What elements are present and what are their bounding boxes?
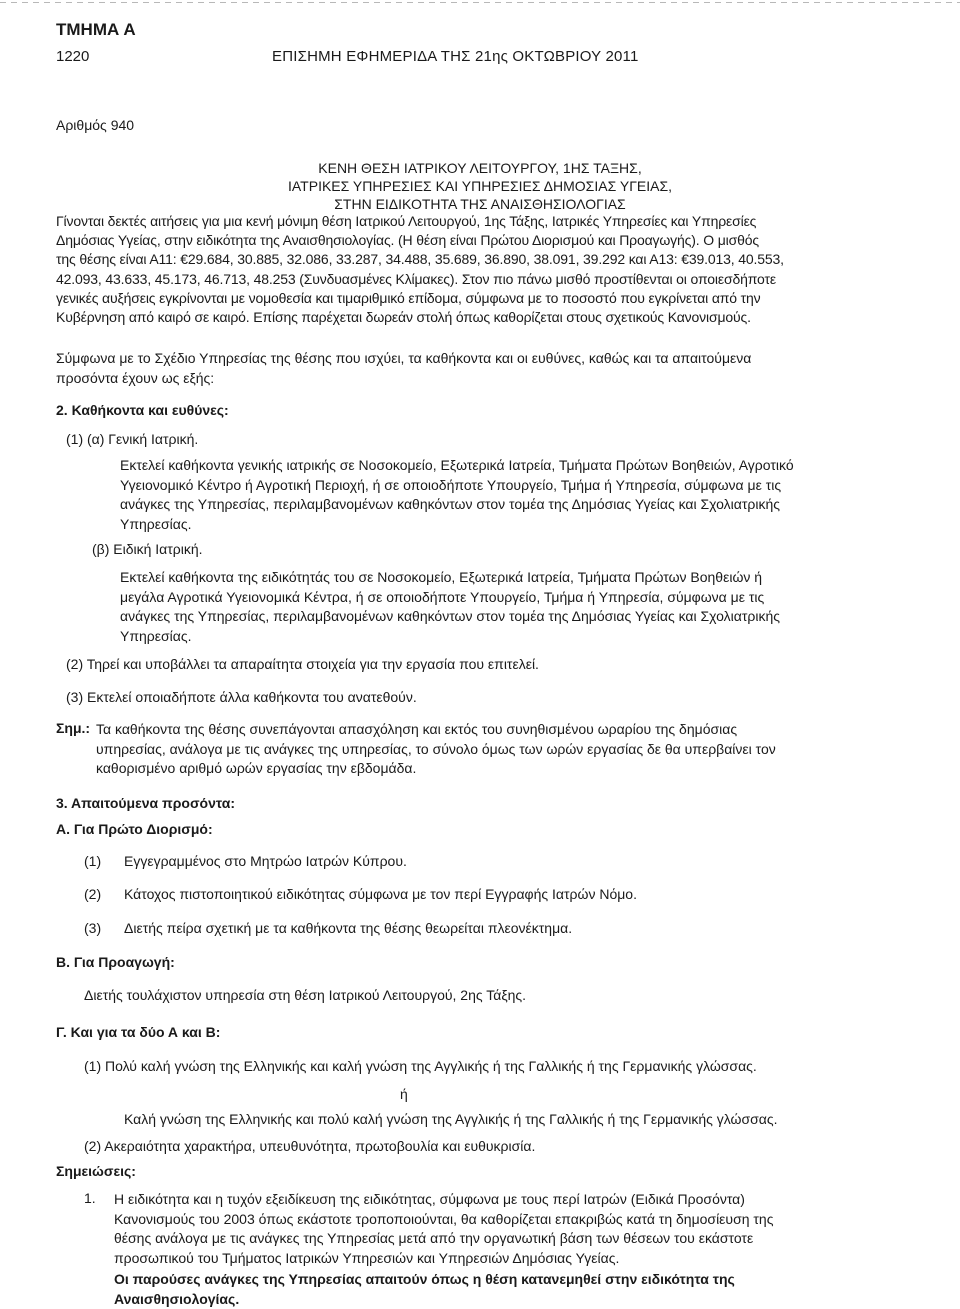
text-line: Υπηρεσίας. <box>120 627 910 647</box>
text-line: Υγειονομικό Κέντρο ή Αγροτική Περιοχή, ή σε οποιοδήποτε Υπουργείο, Τμήμα ή Υπηρεσία, σύμφωνα με τις <box>120 476 910 496</box>
title-line-2: ΙΑΤΡΙΚΕΣ ΥΠΗΡΕΣΙΕΣ ΚΑΙ ΥΠΗΡΕΣΙΕΣ ΔΗΜΟΣΙΑΣ ΥΓΕΙΑΣ, <box>0 177 960 195</box>
duty-item-3: (3) Εκτελεί οποιαδήποτε άλλα καθήκοντα του ανατεθούν. <box>66 689 417 705</box>
note-1-text <box>114 1190 908 1268</box>
text-line: μεγάλα Αγροτικά Υγειονομικά Κέντρα, ή σε οποιοδήποτε Υπουργείο, Τμήμα ή Υπηρεσία, σύμφωνα με τις <box>120 588 910 608</box>
first-appointment-num-2: (2) <box>84 886 101 902</box>
title-line-3: ΣΤΗΝ ΕΙΔΙΚΟΤΗΤΑ ΤΗΣ ΑΝΑΙΣΘΗΣΙΟΛΟΓΙΑΣ <box>0 195 960 213</box>
text-line: προσωπικού του Τμήματος Ιατρικών Υπηρεσιών και Υπηρεσιών Δημόσιας Υγείας. <box>114 1249 908 1269</box>
text-line: ανάγκες της Υπηρεσίας, περιλαμβανομένων καθηκόντων στον τομέα της Δημόσιας Υγείας και Σχολιατρικής <box>120 495 910 515</box>
text-line: υπηρεσίας, ανάλογα με τις ανάγκες της υπηρεσίας, το σύνολο όμως των ωρών εργασίας δε θα υπερβαίνει τον <box>96 740 908 760</box>
first-appointment-item-3: Διετής πείρα σχετική με τα καθήκοντα της θέσης θεωρείται πλεονέκτημα. <box>124 920 572 936</box>
text-line: της θέσης είναι Α11: €29.684, 30.885, 32.086, 33.287, 34.488, 35.689, 36.890, 38.091, 39.292 και Α13: €39.013, 40.553, <box>56 250 908 269</box>
text-line: ανάγκες της Υπηρεσίας, περιλαμβανομένων καθηκόντων στον τομέα της Δημόσιας Υγείας και Σχολιατρικής <box>120 607 910 627</box>
text-line: Τα καθήκοντα της θέσης συνεπάγονται απασχόληση και εκτός του συνηθισμένου ωραρίου της δημόσιας <box>96 720 908 740</box>
duties-heading: 2. Καθήκοντα και ευθύνες: <box>56 402 229 418</box>
text-line: 42.093, 43.633, 45.173, 46.713, 48.253 (Συνδυασμένες Κλίμακες). Στον πιο πάνω μισθό προστίθενται οι οποιεσδήποτε <box>56 270 908 289</box>
both-heading: Γ. Και για τα δύο Α και Β: <box>56 1024 220 1040</box>
notes-heading: Σημειώσεις: <box>56 1163 136 1179</box>
note-1-number: 1. <box>84 1190 96 1206</box>
text-line: Εκτελεί καθήκοντα της ειδικότητάς του σε Νοσοκομείο, Εξωτερικά Ιατρεία, Τμήματα Πρώτων Βοηθειών ή <box>120 568 910 588</box>
intro-paragraph <box>56 212 908 327</box>
first-appointment-num-3: (3) <box>84 920 101 936</box>
or-separator: ή <box>400 1086 408 1102</box>
promotion-text: Διετής τουλάχιστον υπηρεσία στη θέση Ιατρικού Λειτουργού, 2ης Τάξης. <box>84 987 526 1003</box>
text-line: Αναισθησιολογίας. <box>114 1290 908 1309</box>
title-line-1: ΚΕΝΗ ΘΕΣΗ ΙΑΤΡΙΚΟΥ ΛΕΙΤΟΥΡΓΟΥ, 1ΗΣ ΤΑΞΗΣ, <box>0 159 960 177</box>
qualifications-heading: 3. Απαιτούμενα προσόντα: <box>56 795 235 811</box>
promotion-heading: Β. Για Προαγωγή: <box>56 954 175 970</box>
first-appointment-item-2: Κάτοχος πιστοποιητικού ειδικότητας σύμφωνα με τον περί Εγγραφής Ιατρών Νόμο. <box>124 886 637 902</box>
section-title: ΤΜΗΜΑ Α <box>56 20 136 40</box>
text-line: θέσης ανάλογα με τις ανάγκες της Υπηρεσίας μετά από την οργανωτική βάση των θέσεων του εκάστοτε <box>114 1229 908 1249</box>
text-line: Οι παρούσες ανάγκες της Υπηρεσίας απαιτούν όπως η θέση κατανεμηθεί στην ειδικότητα της <box>114 1270 908 1290</box>
notice-number: Αριθμός 940 <box>56 117 134 133</box>
duty-general-text <box>120 456 910 534</box>
note-1-emphasis <box>114 1270 908 1309</box>
character-requirement: (2) Ακεραιότητα χαρακτήρα, υπευθυνότητα, πρωτοβουλία και ευθυκρισία. <box>84 1138 535 1154</box>
language-requirement: (1) Πολύ καλή γνώση της Ελληνικής και καλή γνώση της Αγγλικής ή της Γαλλικής ή της Γερμανικής γλώσσας. <box>84 1058 757 1074</box>
first-appointment-num-1: (1) <box>84 853 101 869</box>
text-line: γενικές αυξήσεις εγκρίνονται με νομοθεσία και τιμαριθμικό επίδομα, σύμφωνα με το ποσοστό που εγκρίνεται από την <box>56 289 908 308</box>
plan-paragraph <box>56 349 908 388</box>
page-number: 1220 <box>56 48 89 65</box>
notice-title <box>0 159 960 213</box>
text-line: προσόντα έχουν ως εξής: <box>56 369 908 389</box>
duty-general-label: (1) (α) Γενική Ιατρική. <box>66 431 198 447</box>
duty-special-label: (β) Ειδική Ιατρική. <box>92 541 203 557</box>
duty-item-2: (2) Τηρεί και υποβάλλει τα απαραίτητα στοιχεία για την εργασία που επιτελεί. <box>66 656 539 672</box>
gazette-header: ΕΠΙΣΗΜΗ ΕΦΗΜΕΡΙΔΑ ΤΗΣ 21ης ΟΚΤΩΒΡΙΟΥ 2011 <box>272 48 639 65</box>
text-line: Σύμφωνα με το Σχέδιο Υπηρεσίας της θέσης που ισχύει, τα καθήκοντα και οι ευθύνες, καθώς και τα απαιτούμενα <box>56 349 908 369</box>
text-line: καθορισμένο αριθμό ωρών εργασίας την εβδομάδα. <box>96 759 908 779</box>
text-line: Γίνονται δεκτές αιτήσεις για μια κενή μόνιμη θέση Ιατρικού Λειτουργού, 1ης Τάξης, Ιατρικές Υπηρεσίες και Υπηρεσίες <box>56 212 908 231</box>
scan-edge-line <box>0 2 960 3</box>
text-line: Η ειδικότητα και η τυχόν εξειδίκευση της ειδικότητας, σύμφωνα με τους περί Ιατρών (Ειδικά Προσόντα) <box>114 1190 908 1210</box>
text-line: Κυβέρνηση από καιρό σε καιρό. Επίσης παρέχεται δωρεάν στολή όπως καθορίζεται στους σχετικούς Κανονισμούς. <box>56 308 908 327</box>
text-line: Κανονισμούς του 2003 όπως εκάστοτε τροποποιούνται, θα καθορίζεται επακριβώς κατά τη δημοσίευση της <box>114 1210 908 1230</box>
duty-special-text <box>120 568 910 646</box>
note-label: Σημ.: <box>56 720 90 736</box>
first-appointment-item-1: Εγγεγραμμένος στο Μητρώο Ιατρών Κύπρου. <box>124 853 407 869</box>
text-line: Υπηρεσίας. <box>120 515 910 535</box>
text-line: Δημόσιας Υγείας, στην ειδικότητα της Αναισθησιολογίας. (Η θέση είναι Πρώτου Διορισμού και Προαγωγής). Ο μισθός <box>56 231 908 250</box>
text-line: Εκτελεί καθήκοντα γενικής ιατρικής σε Νοσοκομείο, Εξωτερικά Ιατρεία, Τμήματα Πρώτων Βοηθειών, Αγροτικό <box>120 456 910 476</box>
note-text <box>96 720 908 779</box>
language-requirement-alt: Καλή γνώση της Ελληνικής και πολύ καλή γνώση της Αγγλικής ή της Γαλλικής ή της Γερμανικής γλώσσας. <box>124 1111 778 1127</box>
first-appointment-heading: Α. Για Πρώτο Διορισμό: <box>56 821 213 837</box>
